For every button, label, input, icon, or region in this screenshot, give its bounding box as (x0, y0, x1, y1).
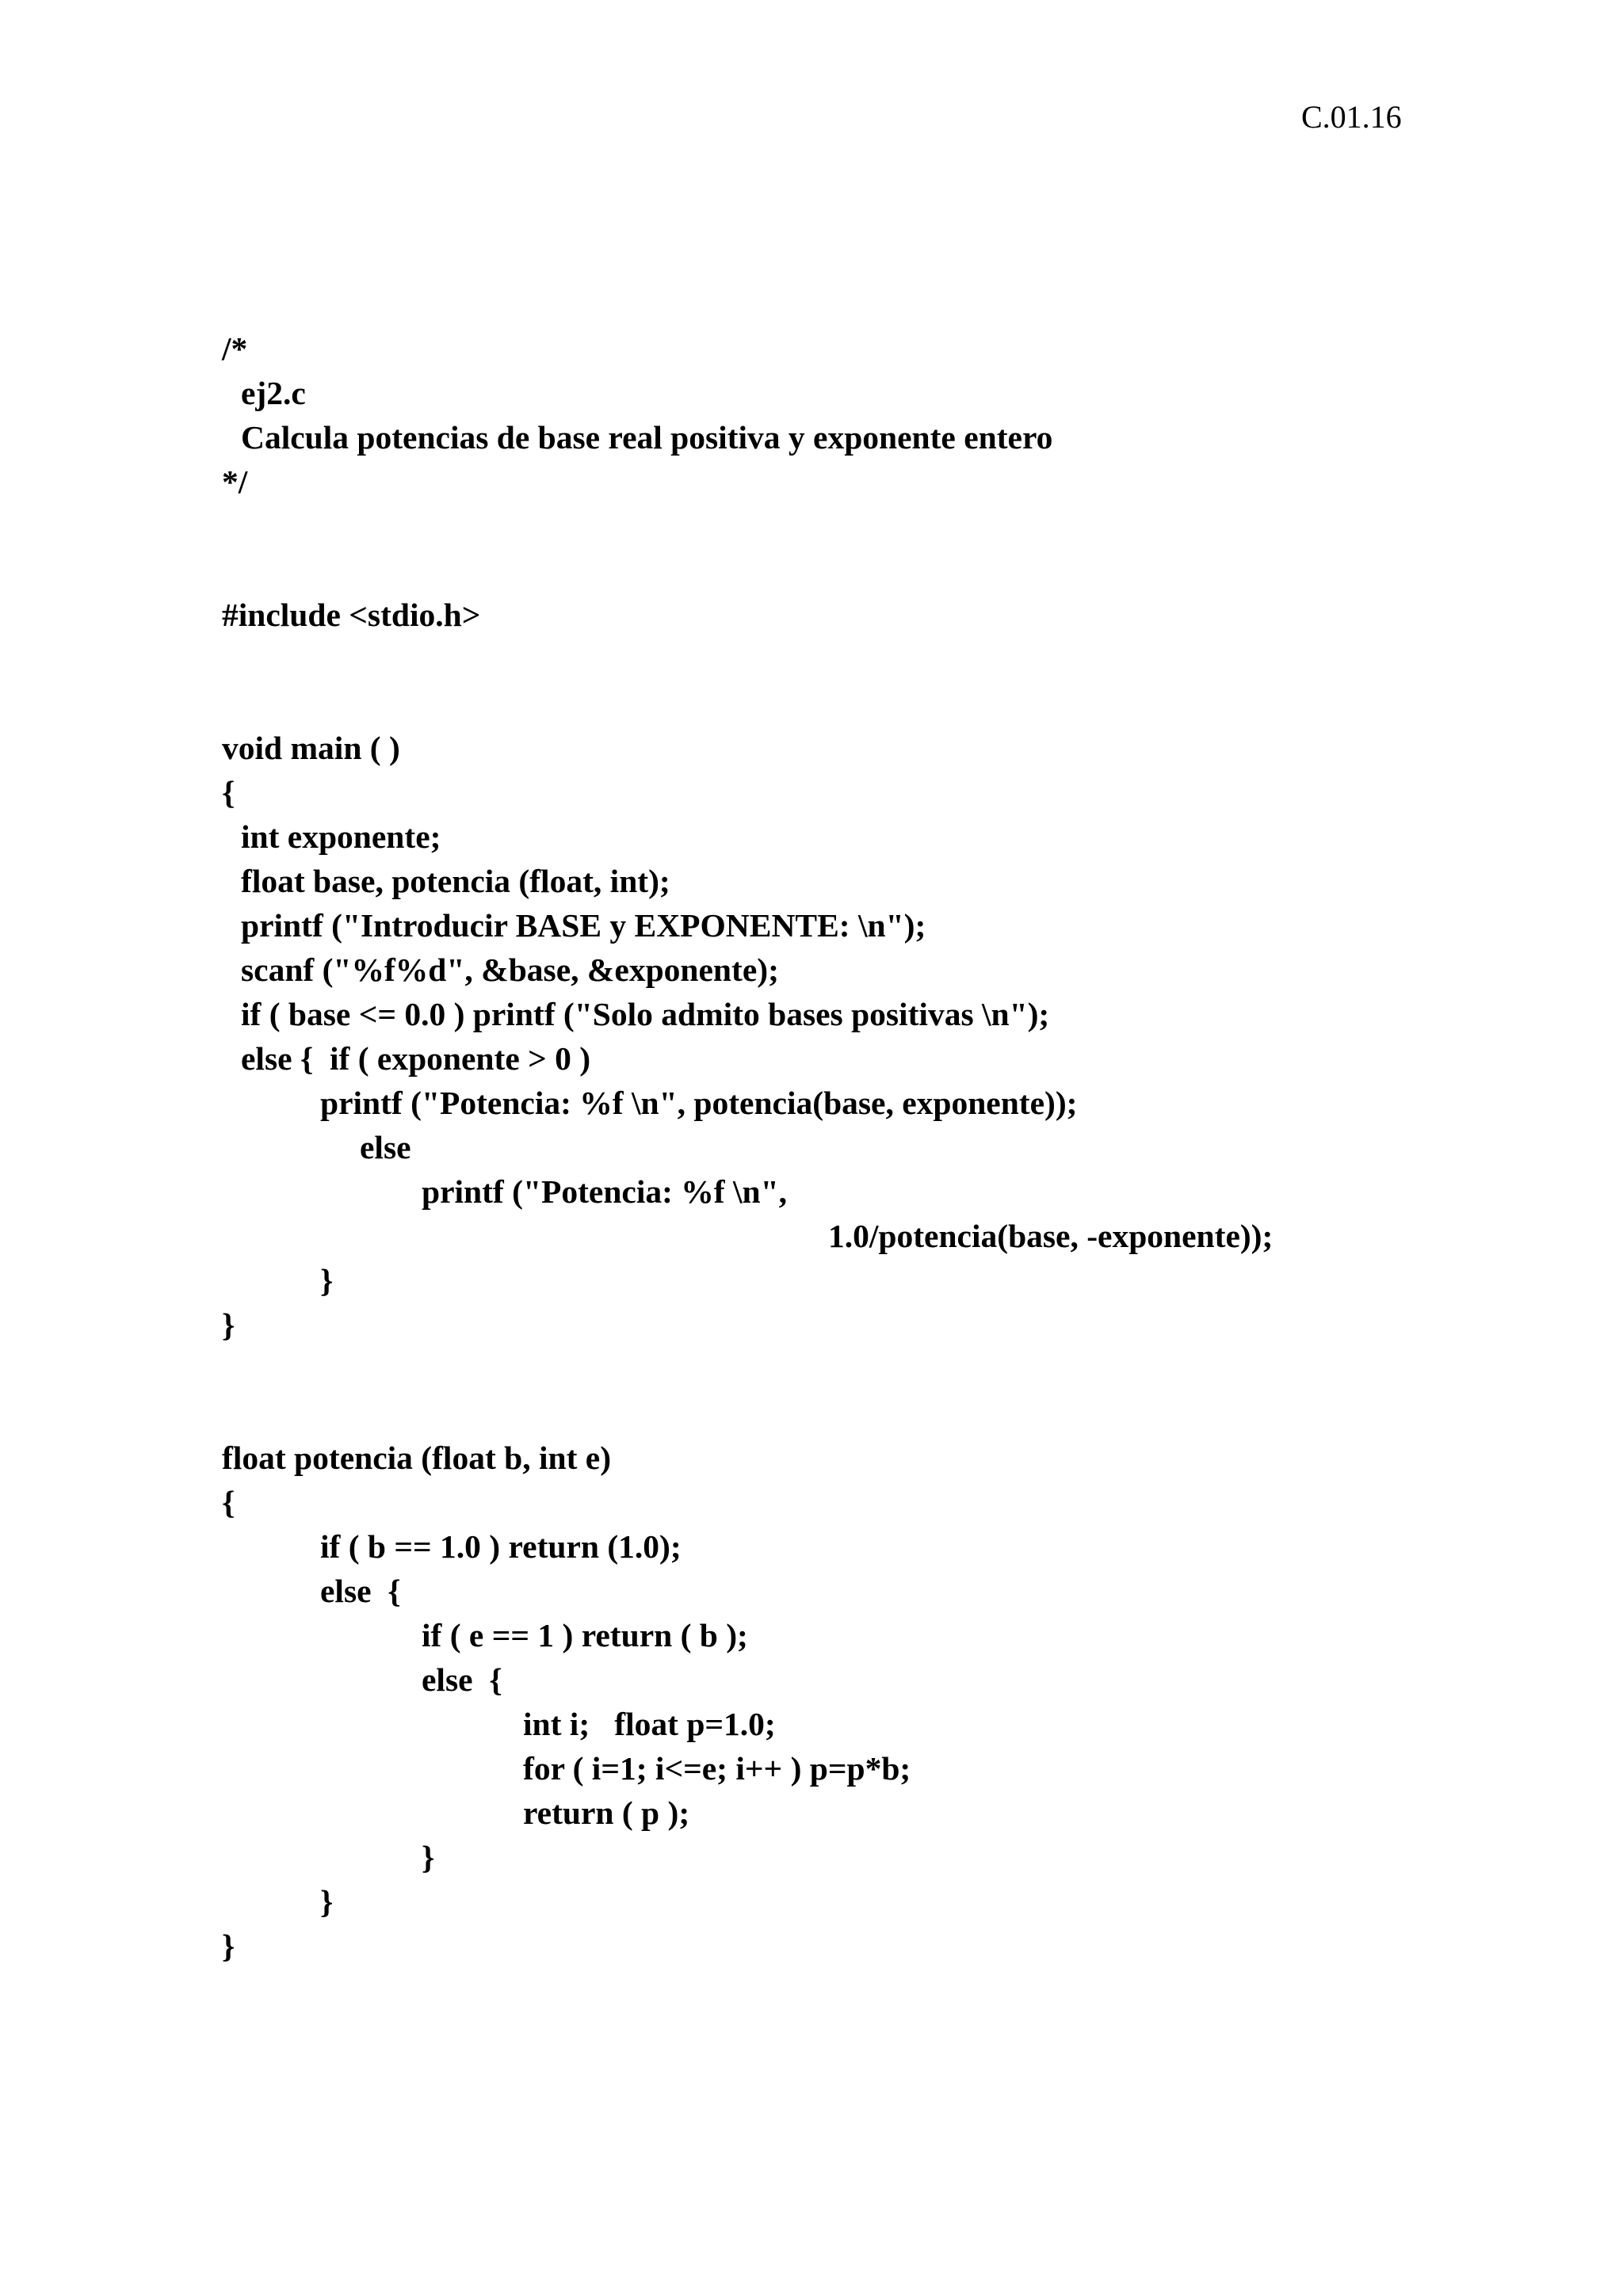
code-line: } (320, 1883, 334, 1920)
code-line: int exponente; (241, 818, 441, 855)
code-line: int i; float p=1.0; (523, 1706, 776, 1742)
code-line: } (222, 1928, 235, 1964)
code-line: } (222, 1306, 235, 1343)
code-line: else (360, 1129, 411, 1165)
code-line: else { (320, 1573, 401, 1609)
code-line: } (422, 1839, 435, 1875)
code-line: for ( i=1; i<=e; i++ ) p=p*b; (523, 1750, 911, 1787)
code-line: ej2.c (241, 375, 306, 411)
code-line: printf ("Potencia: %f \n", potencia(base, exponente)); (320, 1085, 1078, 1121)
code-line: scanf ("%f%d", &base, &exponente); (241, 952, 779, 988)
page-number: C.01.16 (1301, 99, 1402, 135)
code-line: { (222, 1484, 235, 1520)
code-line: float potencia (float b, int e) (222, 1440, 612, 1476)
code-line: if ( b == 1.0 ) return (1.0); (320, 1528, 682, 1565)
code-line: 1.0/potencia(base, -exponente)); (828, 1218, 1274, 1254)
code-line: Calcula potencias de base real positiva y exponente entero (241, 419, 1053, 456)
code-line: if ( e == 1 ) return ( b ); (422, 1617, 748, 1653)
code-line: { (222, 774, 235, 810)
code-line: void main ( ) (222, 730, 400, 766)
code-line: if ( base <= 0.0 ) printf ("Solo admito bases positivas \n"); (241, 996, 1050, 1032)
code-line: float base, potencia (float, int); (241, 863, 670, 899)
code-line: #include <stdio.h> (222, 597, 481, 633)
code-line: } (320, 1262, 334, 1299)
code-line: printf ("Potencia: %f \n", (422, 1173, 788, 1210)
code-line: else { (422, 1661, 502, 1698)
code-line: /* (222, 330, 248, 367)
code-line: printf ("Introducir BASE y EXPONENTE: \n"); (241, 907, 926, 944)
code-line: return ( p ); (523, 1794, 690, 1831)
code-line: */ (222, 463, 248, 500)
code-line: else { if ( exponente > 0 ) (241, 1040, 591, 1077)
